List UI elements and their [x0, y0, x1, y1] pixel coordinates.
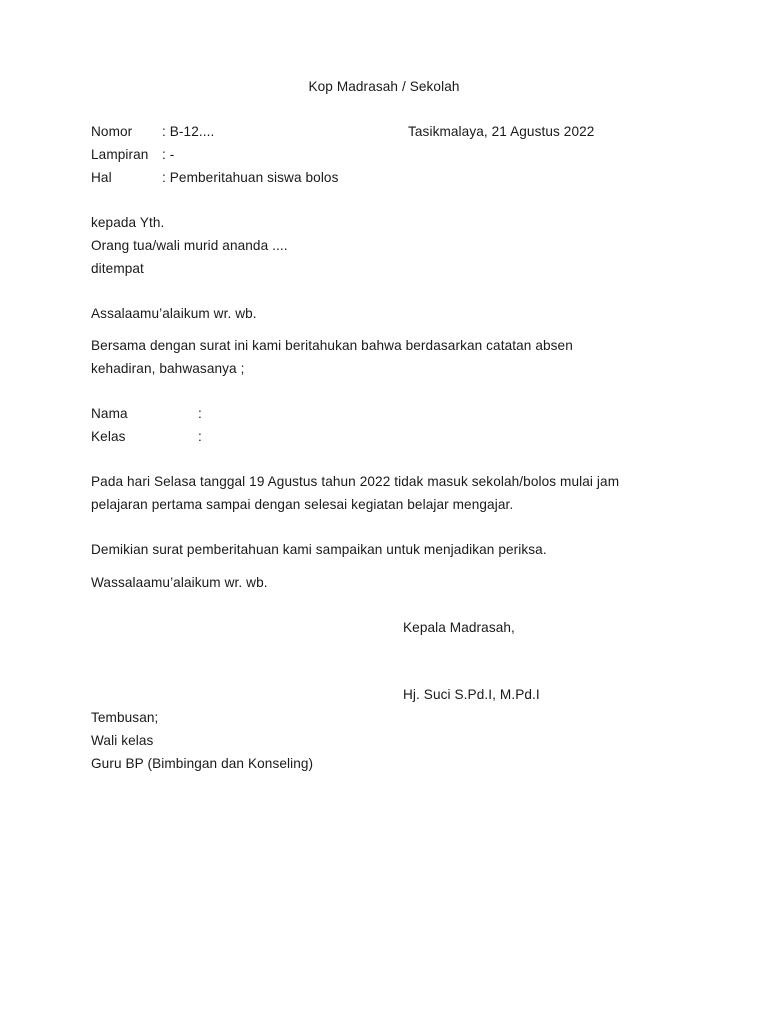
closing-sentence: Demikian surat pemberitahuan kami sampaikan untuk menjadikan periksa. — [91, 542, 547, 557]
greeting: Assalaamu’alaikum wr. wb. — [91, 306, 257, 321]
nomor-label: Nomor — [91, 124, 133, 139]
recipient-line-3: ditempat — [91, 261, 144, 276]
nama-label: Nama — [91, 406, 128, 421]
lampiran-value: : - — [162, 147, 175, 162]
kelas-colon: : — [198, 429, 202, 444]
recipient-line-1: kepada Yth. — [91, 215, 165, 230]
letterhead-title: Kop Madrasah / Sekolah — [308, 79, 460, 94]
kelas-label: Kelas — [91, 429, 126, 444]
nama-colon: : — [198, 406, 202, 421]
detail-line-1: Pada hari Selasa tanggal 19 Agustus tahun 2022 tidak masuk sekolah/bolos mulai jam — [91, 474, 620, 489]
intro-line-2: kehadiran, bahwasanya ; — [91, 361, 245, 376]
intro-line-1: Bersama dengan surat ini kami beritahukan bahwa berdasarkan catatan absen — [91, 338, 573, 353]
signature-title: Kepala Madrasah, — [403, 620, 515, 635]
hal-label: Hal — [91, 170, 112, 185]
farewell: Wassalaamu’alaikum wr. wb. — [91, 575, 268, 590]
nomor-value: : B-12.... — [162, 124, 215, 139]
recipient-line-2: Orang tua/wali murid ananda .... — [91, 238, 288, 253]
cc-item: Wali kelas — [91, 733, 154, 748]
cc-item: Guru BP (Bimbingan dan Konseling) — [91, 756, 314, 771]
lampiran-label: Lampiran — [91, 147, 149, 162]
place-date: Tasikmalaya, 21 Agustus 2022 — [408, 124, 595, 139]
cc-label: Tembusan; — [91, 710, 159, 725]
signature-name: Hj. Suci S.Pd.I, M.Pd.I — [403, 687, 540, 702]
detail-line-2: pelajaran pertama sampai dengan selesai kegiatan belajar mengajar. — [91, 497, 514, 512]
hal-value: : Pemberitahuan siswa bolos — [162, 170, 339, 185]
